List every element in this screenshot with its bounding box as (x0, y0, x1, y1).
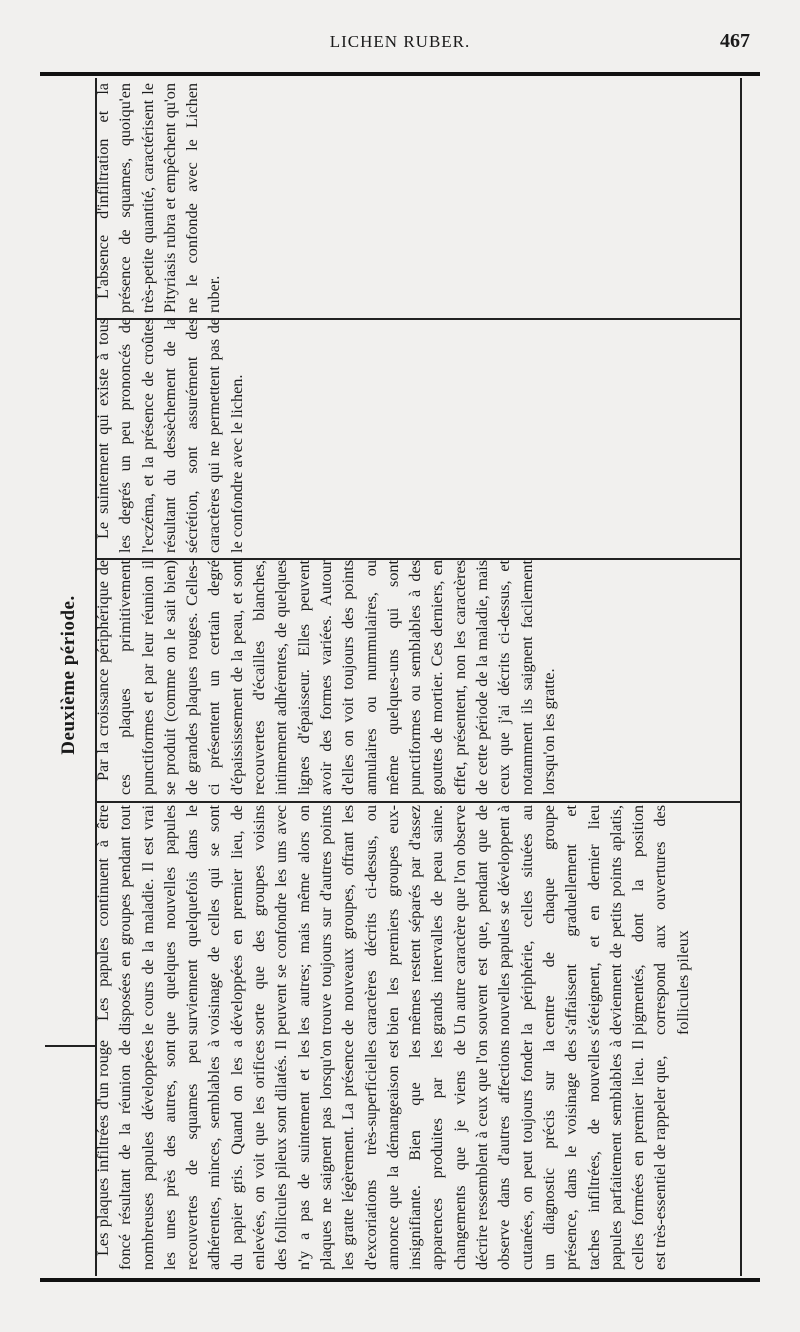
running-title: LICHEN RUBER. (329, 32, 471, 51)
text-column-1 (92, 1040, 782, 1270)
column-2-text: Les papules continuent à être disposées en groupes pendant tout le cours de la maladie. Il est vrai que quelques nouvelles papules surviennent quelquefois dans le voisinage de celles qui se sont développées en premier lieu, de sorte que des groupes voisins peuvent se confondre les uns avec les autres; mais même alors on trouve toujours sur d'autres points de nouveaux groupes, offrant les caractères décrits ci-dessus, ou bien les premiers groupes eux-mêmes restent séparés par d'assez grands intervalles de peau saine. Un autre caractère que l'on observe souvent est que, pendant que de nouvelles papules se développent à la périphérie, celles situées au centre de chaque groupe s'affaissent graduellement et s'éteignent, et en dernier lieu deviennent de petits points aplatis, pigmentés, dont la position correspond aux ouvertures des follicules pileux (94, 805, 692, 1035)
section-heading: Deuxième période. (58, 595, 79, 755)
top-rule (40, 72, 760, 76)
column-5-text: L'absence d'infiltration et la présence de squames, quoiqu'en très-petite quantité, caractérisent le Pityriasis rubra et empêchent qu'on ne le confonde avec le Lichen ruber. (94, 83, 224, 313)
page-number: 467 (720, 30, 750, 52)
column-1-text: Les plaques infiltrées d'un rouge foncé résultant de la réunion de nombreuses papules développées les unes près des autres, sont recouvertes de squames peu adhérentes, minces, semblables à du papier gris. Quand on les a enlevées, on voit que les orifices des follicules pileux sont dilatés. Il n'y a pas de suintement et les plaques ne saignent pas lorsqu'on les gratte légèrement. La présence d'excoriations très-superficielles annonce que la démangeaison est insignifiante. Bien que les apparences produites par les changements que je viens de décrire ressemblent à ceux que l'on observe dans d'autres affections cutanées, on peut toujours fonder un diagnostic précis sur la présence, dans le voisinage des taches infiltrées, de nouvelles papules parfaitement semblables à celles formées en premier lieu. Il est très-essentiel de rappeler que, (94, 1040, 670, 1270)
text-column-4 (92, 318, 292, 553)
text-column-2 (92, 805, 742, 1035)
row-divider-1 (97, 801, 740, 803)
bottom-rule (40, 1278, 760, 1282)
text-column-5 (92, 83, 272, 313)
row-divider-left-1 (45, 1045, 97, 1047)
column-4-text: Le suintement qui existe à tous les degrés un peu prononcés de l'eczéma, et la présence de croûtes résultant du dessèchement de la sécrétion, sont assurément des caractères qui ne permettent pas de le confondre avec le lichen. (94, 318, 246, 553)
column-3-text: Par la croissance périphérique de ces plaques primitivement punctiformes et par leur réunion il se produit (comme on le sait bien) de grandes plaques rouges. Celles-ci présentent un certain degré d'épaississement de la peau, et sont recouvertes d'écailles blanches, intimement adhérentes, de quelques lignes d'épaisseur. Elles peuvent avoir des formes variées. Autour d'elles on voit toujours des points annulaires ou nummulaires, ou même quelques-uns qui sont punctiformes ou semblables à des gouttes de mortier. Ces derniers, en effet, présentent, non les caractères de cette période de la maladie, mais ceux que j'ai décrits ci-dessus, et notamment ils saignent facilement lorsqu'on les gratte. (94, 560, 558, 795)
page-header (0, 0, 800, 70)
text-column-3 (92, 560, 647, 795)
